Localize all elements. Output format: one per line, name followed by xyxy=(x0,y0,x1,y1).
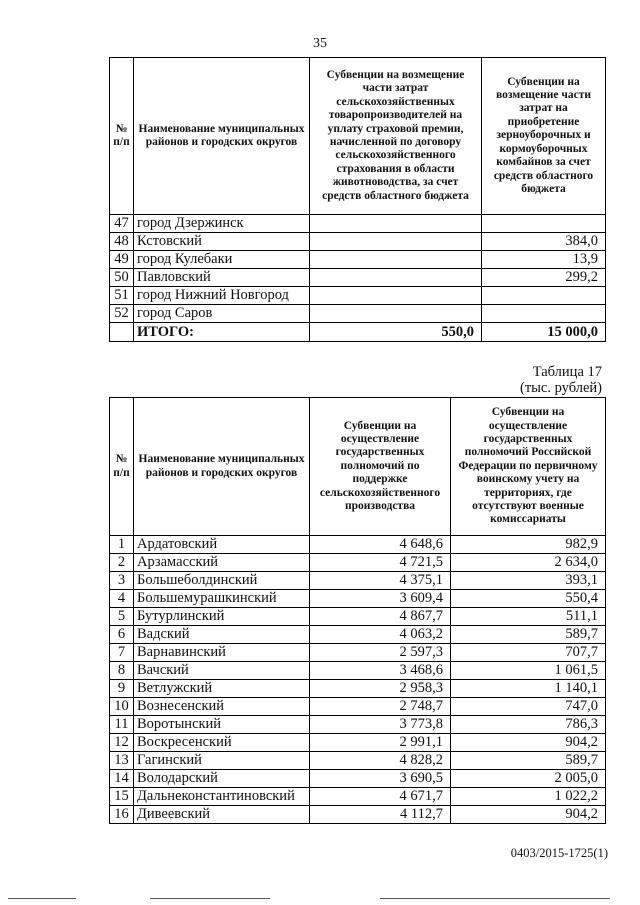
table-row xyxy=(110,269,606,287)
district-name: Ветлужский xyxy=(134,680,310,698)
subsidy-value-1 xyxy=(310,215,482,233)
row-number: 3 xyxy=(110,572,134,590)
row-number: 48 xyxy=(110,233,134,251)
subsidy-value-1: 4 828,2 xyxy=(310,752,451,770)
table-row xyxy=(110,215,606,233)
district-name: Большеболдинский xyxy=(134,572,310,590)
subsidy-value-2: 384,0 xyxy=(482,233,606,251)
table-row xyxy=(110,287,606,305)
subsidy-value-1: 2 958,3 xyxy=(310,680,451,698)
total-row xyxy=(110,323,606,342)
row-number: 5 xyxy=(110,608,134,626)
subsidy-value-1 xyxy=(310,233,482,251)
table-row xyxy=(110,572,606,590)
subsidy-table-17 xyxy=(109,397,606,824)
district-name: Вадский xyxy=(134,626,310,644)
subsidy-value-1: 4 648,6 xyxy=(310,536,451,554)
row-number: 14 xyxy=(110,770,134,788)
subsidy-value-1: 2 748,7 xyxy=(310,698,451,716)
subsidy-value-1 xyxy=(310,287,482,305)
district-name: Большемурашкинский xyxy=(134,590,310,608)
subsidy-value-1: 4 063,2 xyxy=(310,626,451,644)
col-header-insurance-subsidy: Субвенции на возмещение части затрат сельскохозяйственных товаропроизводителей на уплату страховой премии, начисленной по договору сельскохозяйственного страхования в области животноводства, за счет средств областного бюджета xyxy=(310,58,482,215)
table-row xyxy=(110,305,606,323)
district-name: Кстовский xyxy=(134,233,310,251)
row-number: 12 xyxy=(110,734,134,752)
subsidy-value-2: 707,7 xyxy=(451,644,606,662)
table-row xyxy=(110,251,606,269)
col-header-name: Наименование муниципальных районов и городских округов xyxy=(134,398,310,536)
subsidy-value-2: 2 005,0 xyxy=(451,770,606,788)
district-name: Ардатовский xyxy=(134,536,310,554)
col-header-name: Наименование муниципальных районов и городских округов xyxy=(134,58,310,215)
subsidy-value-1: 4 721,5 xyxy=(310,554,451,572)
scan-edge-line xyxy=(8,898,76,899)
table-row xyxy=(110,590,606,608)
table-row xyxy=(110,698,606,716)
district-name: Гагинский xyxy=(134,752,310,770)
table-row xyxy=(110,680,606,698)
table-row xyxy=(110,662,606,680)
total-label: ИТОГО: xyxy=(134,323,310,342)
table-row xyxy=(110,233,606,251)
row-number: 7 xyxy=(110,644,134,662)
table-row xyxy=(110,788,606,806)
subsidy-value-2: 589,7 xyxy=(451,626,606,644)
district-name: город Саров xyxy=(134,305,310,323)
subsidy-value-2: 904,2 xyxy=(451,806,606,824)
table-row xyxy=(110,554,606,572)
table-row xyxy=(110,536,606,554)
subsidy-value-2: 2 634,0 xyxy=(451,554,606,572)
row-number: 52 xyxy=(110,305,134,323)
subsidy-value-2: 904,2 xyxy=(451,734,606,752)
subsidy-value-2: 589,7 xyxy=(451,752,606,770)
district-name: Варнавинский xyxy=(134,644,310,662)
subsidy-value-2: 511,1 xyxy=(451,608,606,626)
subsidy-value-2: 786,3 xyxy=(451,716,606,734)
row-number: 6 xyxy=(110,626,134,644)
page-number: 35 xyxy=(313,36,327,51)
total-num-cell xyxy=(110,323,134,342)
col-header-agri-support-subsidy: Субвенции на осуществление государственных полномочий по поддержке сельскохозяйственного производства xyxy=(310,398,451,536)
table-row xyxy=(110,644,606,662)
table-row xyxy=(110,770,606,788)
subsidy-value-1: 4 671,7 xyxy=(310,788,451,806)
subsidy-value-2: 1 022,2 xyxy=(451,788,606,806)
subsidy-value-1: 3 773,8 xyxy=(310,716,451,734)
subsidy-table-continued xyxy=(109,57,606,342)
row-number: 16 xyxy=(110,806,134,824)
row-number: 8 xyxy=(110,662,134,680)
district-name: город Дзержинск xyxy=(134,215,310,233)
subsidy-value-1 xyxy=(310,305,482,323)
row-number: 51 xyxy=(110,287,134,305)
district-name: город Нижний Новгород xyxy=(134,287,310,305)
subsidy-value-2: 550,4 xyxy=(451,590,606,608)
row-number: 4 xyxy=(110,590,134,608)
col-header-num: № п/п xyxy=(110,58,134,215)
total-value-2: 15 000,0 xyxy=(482,323,606,342)
table-row xyxy=(110,626,606,644)
table-caption: Таблица 17 xyxy=(532,364,602,380)
table-row xyxy=(110,752,606,770)
district-name: Воскресенский xyxy=(134,734,310,752)
subsidy-value-1: 3 690,5 xyxy=(310,770,451,788)
row-number: 2 xyxy=(110,554,134,572)
district-name: Вачский xyxy=(134,662,310,680)
row-number: 11 xyxy=(110,716,134,734)
row-number: 49 xyxy=(110,251,134,269)
row-number: 50 xyxy=(110,269,134,287)
subsidy-value-1 xyxy=(310,269,482,287)
table-row xyxy=(110,734,606,752)
document-code: 0403/2015-1725(1) xyxy=(510,846,608,860)
row-number: 13 xyxy=(110,752,134,770)
district-name: Вознесенский xyxy=(134,698,310,716)
table-units: (тыс. рублей) xyxy=(520,380,602,396)
subsidy-value-1: 3 468,6 xyxy=(310,662,451,680)
table-row xyxy=(110,716,606,734)
district-name: Бутурлинский xyxy=(134,608,310,626)
row-number: 9 xyxy=(110,680,134,698)
subsidy-value-2: 393,1 xyxy=(451,572,606,590)
subsidy-value-2 xyxy=(482,305,606,323)
subsidy-value-2: 1 140,1 xyxy=(451,680,606,698)
row-number: 47 xyxy=(110,215,134,233)
table-row xyxy=(110,806,606,824)
scan-edge-line xyxy=(380,898,610,899)
row-number: 10 xyxy=(110,698,134,716)
subsidy-value-1: 3 609,4 xyxy=(310,590,451,608)
subsidy-value-1: 4 867,7 xyxy=(310,608,451,626)
col-header-harvester-subsidy: Субвенции на возмещение части затрат на приобретение зерноуборочных и кормоуборочных комбайнов за счет средств областного бюджета xyxy=(482,58,606,215)
district-name: Воротынский xyxy=(134,716,310,734)
scan-edge-line xyxy=(150,898,270,899)
total-value-1: 550,0 xyxy=(310,323,482,342)
row-number: 15 xyxy=(110,788,134,806)
subsidy-value-2 xyxy=(482,287,606,305)
district-name: Арзамасский xyxy=(134,554,310,572)
subsidy-value-2: 13,9 xyxy=(482,251,606,269)
col-header-num: № п/п xyxy=(110,398,134,536)
col-header-military-registration-subsidy: Субвенции на осуществление государственных полномочий Российской Федерации по первичному воинскому учету на территориях, где отсутствуют военные комиссариаты xyxy=(451,398,606,536)
district-name: Дивеевский xyxy=(134,806,310,824)
subsidy-value-1: 4 375,1 xyxy=(310,572,451,590)
subsidy-value-1: 2 991,1 xyxy=(310,734,451,752)
subsidy-value-1: 2 597,3 xyxy=(310,644,451,662)
row-number: 1 xyxy=(110,536,134,554)
subsidy-value-1 xyxy=(310,251,482,269)
subsidy-value-2: 299,2 xyxy=(482,269,606,287)
subsidy-value-2 xyxy=(482,215,606,233)
subsidy-value-2: 982,9 xyxy=(451,536,606,554)
table-row xyxy=(110,608,606,626)
subsidy-value-2: 747,0 xyxy=(451,698,606,716)
subsidy-value-2: 1 061,5 xyxy=(451,662,606,680)
district-name: Володарский xyxy=(134,770,310,788)
district-name: город Кулебаки xyxy=(134,251,310,269)
district-name: Дальнеконстантиновский xyxy=(134,788,310,806)
district-name: Павловский xyxy=(134,269,310,287)
subsidy-value-1: 4 112,7 xyxy=(310,806,451,824)
